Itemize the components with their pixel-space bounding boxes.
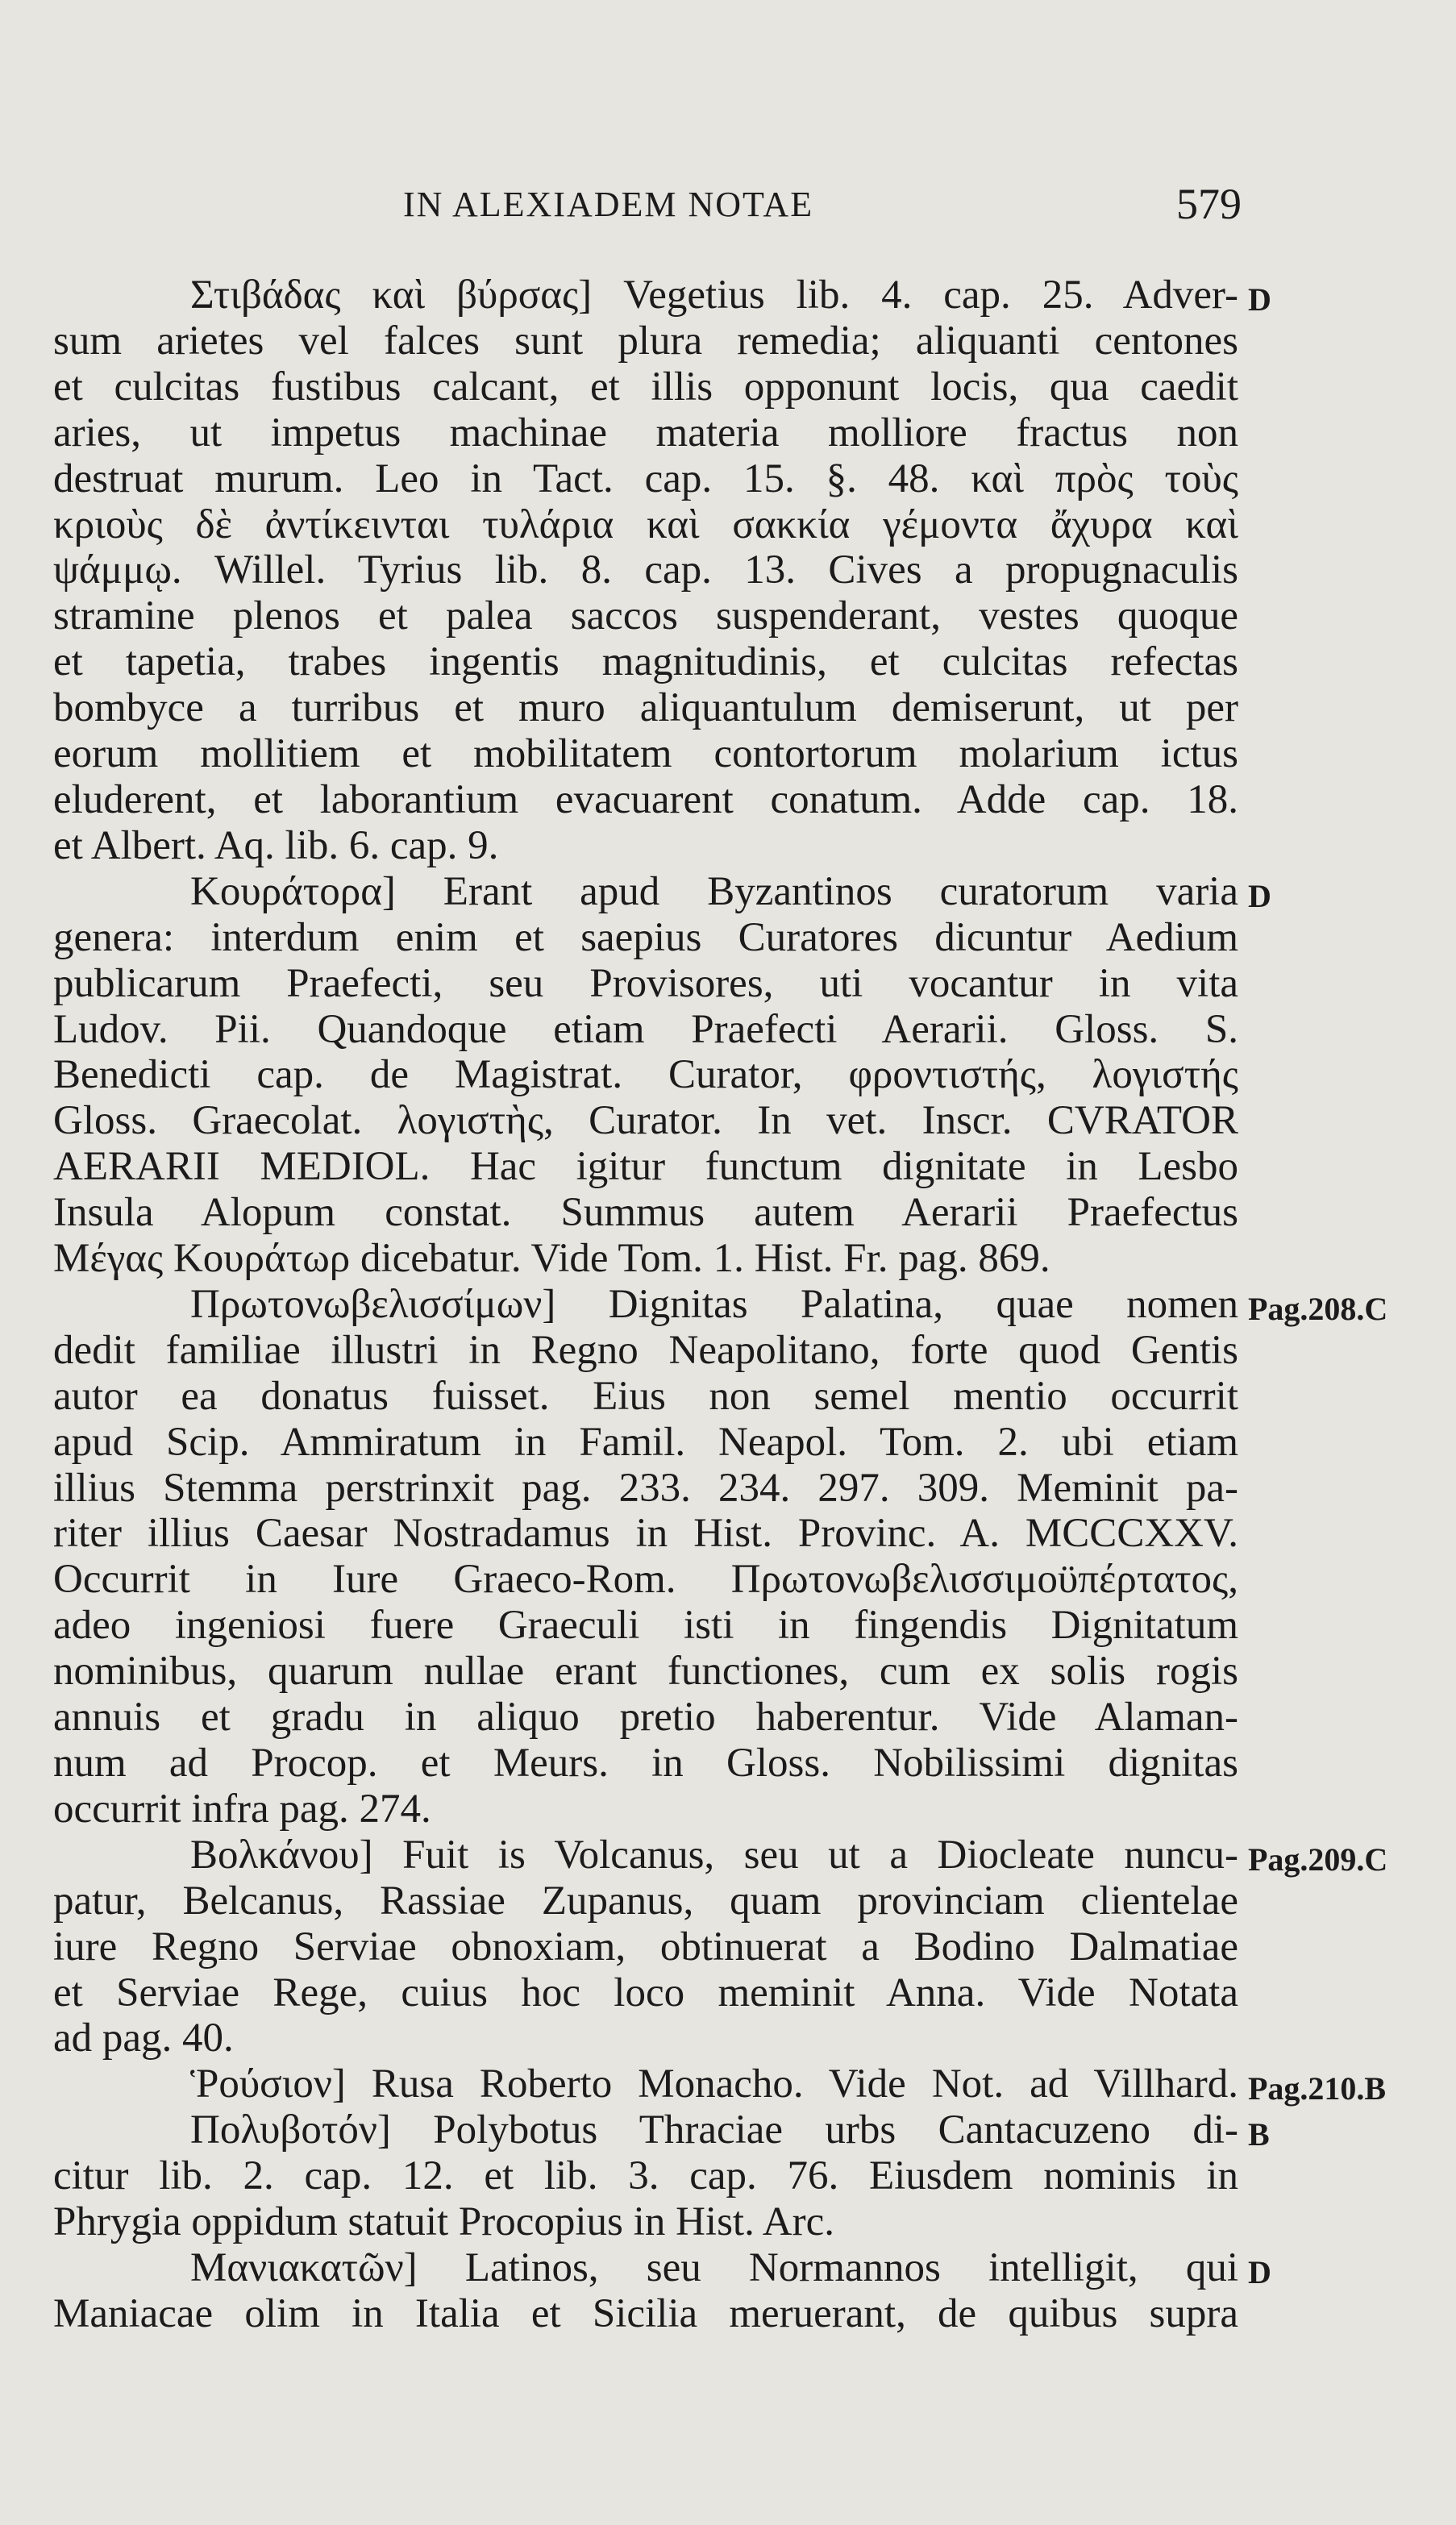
- text-line: num ad Procop. et Meurs. in Gloss. Nobilissimi dignitas: [53, 1741, 1238, 1786]
- text-line: Κουράτορα] Erant apud Byzantinos curatorum varia: [190, 868, 1238, 914]
- text-line: Phrygia oppidum statuit Procopius in Hist. Arc.: [53, 2199, 834, 2245]
- margin-note: Pag.210.B: [1248, 2070, 1387, 2107]
- text-line: dedit familiae illustri in Regno Neapolitano, forte quod Gentis: [53, 1327, 1238, 1373]
- text-line: κριοὺς δὲ ἀντίκεινται τυλάρια καὶ σακκία γέμοντα ἄχυρα καὶ: [53, 501, 1238, 547]
- text-line: Βολκάνου] Fuit is Volcanus, seu ut a Diocleate nuncu-: [190, 1832, 1238, 1878]
- text-line: Occurrit in Iure Graeco-Rom. Πρωτονωβελισσιμοϋπέρτατος,: [53, 1557, 1238, 1603]
- text-line: Μανιακατῶν] Latinos, seu Normannos intelligit, qui: [190, 2244, 1238, 2290]
- notes-text-column: [53, 272, 1238, 2337]
- text-line: illius Stemma perstrinxit pag. 233. 234. 297. 309. Meminit pa-: [53, 1465, 1238, 1511]
- margin-note: D: [1248, 2253, 1271, 2290]
- running-title: IN ALEXIADEM NOTAE: [403, 185, 814, 224]
- text-line: ψάμμῳ. Willel. Tyrius lib. 8. cap. 13. Cives a propugnaculis: [53, 547, 1238, 593]
- text-line: destruat murum. Leo in Tact. cap. 15. §. 48. καὶ πρὸς τοὺς: [53, 455, 1238, 501]
- text-line: eorum mollitiem et mobilitatem contortorum molarium ictus: [53, 731, 1238, 777]
- margin-note: Pag.208.C: [1248, 1290, 1388, 1327]
- text-line: ad pag. 40.: [53, 2015, 234, 2061]
- margin-note: B: [1248, 2116, 1270, 2153]
- text-line: Insula Alopum constat. Summus autem Aerarii Praefectus: [53, 1190, 1238, 1236]
- margin-note: D: [1248, 281, 1271, 318]
- text-line: et Albert. Aq. lib. 6. cap. 9.: [53, 822, 499, 868]
- text-line: Benedicti cap. de Magistrat. Curator, φροντιστής, λογιστής: [53, 1052, 1238, 1098]
- text-line: Μέγας Κουράτωρ dicebatur. Vide Tom. 1. Hist. Fr. pag. 869.: [53, 1236, 1050, 1282]
- text-line: Πολυβοτόν] Polybotus Thraciae urbs Cantacuzeno di-: [190, 2107, 1238, 2153]
- text-line: adeo ingeniosi fuere Graeculi isti in fingendis Dignitatum: [53, 1603, 1238, 1649]
- text-line: annuis et gradu in aliquo pretio haberentur. Vide Alaman-: [53, 1695, 1238, 1741]
- margin-note: D: [1248, 877, 1271, 914]
- text-line: genera: interdum enim et saepius Curatores dicuntur Aedium: [53, 914, 1238, 960]
- text-line: eluderent, et laborantium evacuarent conatum. Adde cap. 18.: [53, 776, 1238, 822]
- text-line: AERARII MEDIOL. Hac igitur functum dignitate in Lesbo: [53, 1144, 1238, 1190]
- text-line: apud Scip. Ammiratum in Famil. Neapol. Tom. 2. ubi etiam: [53, 1419, 1238, 1465]
- text-line: et Serviae Rege, cuius hoc loco meminit Anna. Vide Notata: [53, 1970, 1238, 2015]
- text-line: stramine plenos et palea saccos suspenderant, vestes quoque: [53, 593, 1238, 639]
- text-line: riter illius Caesar Nostradamus in Hist. Provinc. A. MCCCXXV.: [53, 1511, 1238, 1557]
- text-line: occurrit infra pag. 274.: [53, 1786, 431, 1832]
- text-line: sum arietes vel falces sunt plura remedia; aliquanti centones: [53, 318, 1238, 364]
- text-line: Ῥούσιον] Rusa Roberto Monacho. Vide Not. ad Villhard.: [190, 2061, 1238, 2107]
- page-number: 579: [1176, 180, 1242, 228]
- text-line: Gloss. Graecolat. λογιστὴς, Curator. In vet. Inscr. CVRATOR: [53, 1098, 1238, 1144]
- text-line: iure Regno Serviae obnoxiam, obtinuerat a Bodino Dalmatiae: [53, 1924, 1238, 1970]
- text-line: Στιβάδας καὶ βύρσας] Vegetius lib. 4. cap. 25. Adver-: [190, 272, 1238, 318]
- text-line: et culcitas fustibus calcant, et illis opponunt locis, qua caedit: [53, 364, 1238, 410]
- text-line: citur lib. 2. cap. 12. et lib. 3. cap. 76. Eiusdem nominis in: [53, 2153, 1238, 2199]
- text-line: Πρωτονωβελισσίμων] Dignitas Palatina, quae nomen: [190, 1281, 1238, 1327]
- text-line: patur, Belcanus, Rassiae Zupanus, quam provinciam clientelae: [53, 1878, 1238, 1924]
- running-header: [403, 180, 1242, 240]
- text-line: publicarum Praefecti, seu Provisores, uti vocantur in vita: [53, 960, 1238, 1006]
- text-line: nominibus, quarum nullae erant functiones, cum ex solis rogis: [53, 1649, 1238, 1695]
- text-line: aries, ut impetus machinae materia molliore fractus non: [53, 410, 1238, 455]
- text-line: Ludov. Pii. Quandoque etiam Praefecti Aerarii. Gloss. S.: [53, 1006, 1238, 1052]
- text-line: bombyce a turribus et muro aliquantulum demiserunt, ut per: [53, 685, 1238, 731]
- margin-note: Pag.209.C: [1248, 1841, 1388, 1878]
- text-line: et tapetia, trabes ingentis magnitudinis, et culcitas refectas: [53, 639, 1238, 685]
- text-line: autor ea donatus fuisset. Eius non semel mentio occurrit: [53, 1373, 1238, 1419]
- text-line: Maniacae olim in Italia et Sicilia meruerant, de quibus supra: [53, 2290, 1238, 2336]
